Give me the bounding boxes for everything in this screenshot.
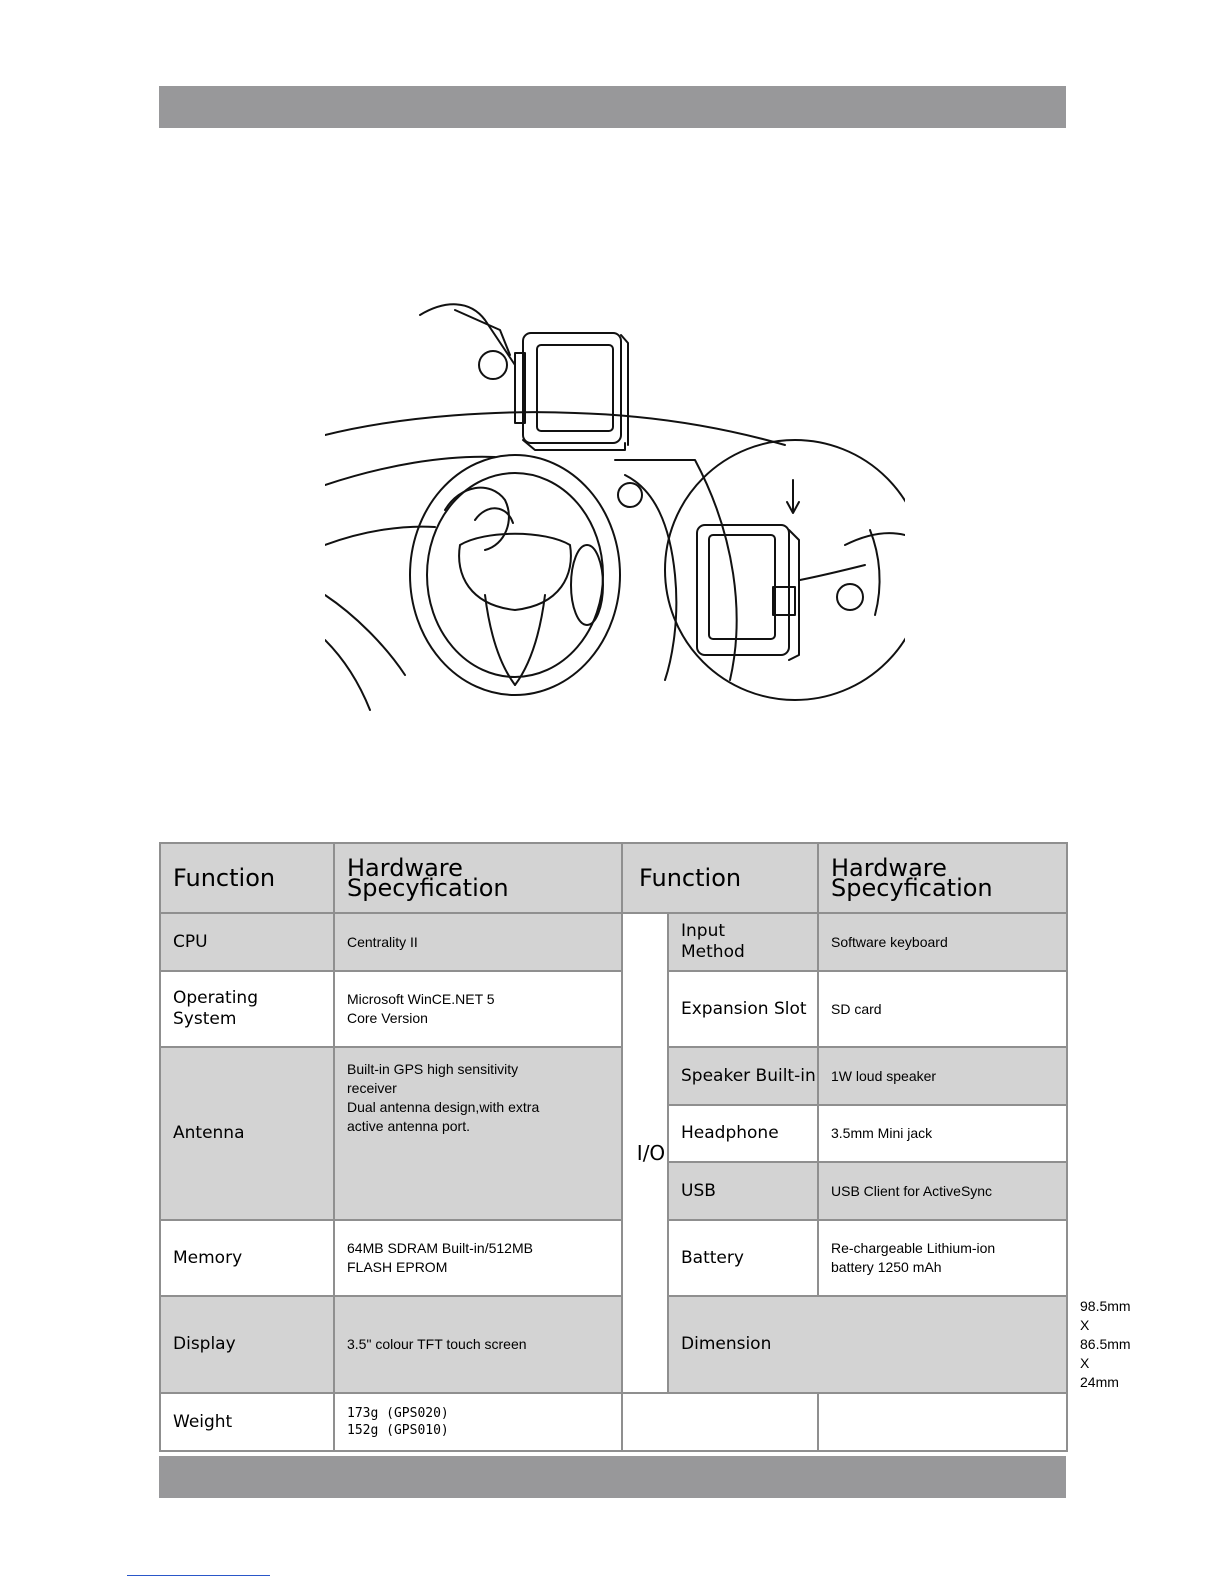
headphone-label: Headphone xyxy=(668,1105,818,1162)
table-row xyxy=(160,1047,1067,1105)
io-group-label: I/O xyxy=(622,913,668,1393)
table-row xyxy=(160,1220,1067,1296)
footer-link-underline[interactable] xyxy=(127,1575,270,1576)
table-row xyxy=(160,1393,1067,1451)
table-row xyxy=(160,913,1067,971)
speaker-value: 1W loud speaker xyxy=(818,1047,1067,1105)
header-hardware-left: Hardware Specyfication xyxy=(334,843,622,913)
table-row: Display 3.5" colour TFT touch screen Dimension 98.5mm X 86.5mm X 24mm xyxy=(160,1296,1067,1393)
battery-value: Re-chargeable Lithium-ion battery 1250 mAh xyxy=(818,1220,1067,1296)
antenna-value: Built-in GPS high sensitivity receiver Dual antenna design,with extra active antenna port. xyxy=(334,1047,622,1220)
operating-system-value: Microsoft WinCE.NET 5 Core Version xyxy=(334,971,622,1047)
antenna-label: Antenna xyxy=(160,1047,334,1220)
headphone-value: 3.5mm Mini jack xyxy=(818,1105,1067,1162)
car-mount-illustration xyxy=(325,295,905,715)
header-hardware-right: Hardware Specyfication xyxy=(818,843,1067,913)
hardware-spec-table xyxy=(159,842,1131,1452)
display-label: Display xyxy=(160,1296,334,1393)
empty-hardware-cell xyxy=(818,1393,1067,1451)
header-bar xyxy=(159,86,1066,128)
speaker-label: Speaker Built-in xyxy=(668,1047,818,1105)
battery-label: Battery xyxy=(668,1220,818,1296)
memory-label: Memory xyxy=(160,1220,334,1296)
header-function-right: Function xyxy=(622,843,818,913)
input-method-label: Input Method xyxy=(668,913,818,971)
footer-bar xyxy=(159,1456,1066,1498)
display-value: 3.5" colour TFT touch screen xyxy=(334,1296,622,1393)
memory-value: 64MB SDRAM Built-in/512MB FLASH EPROM xyxy=(334,1220,622,1296)
weight-label: Weight xyxy=(160,1393,334,1451)
usb-label: USB xyxy=(668,1162,818,1220)
header-function-left: Function xyxy=(160,843,334,913)
table-row xyxy=(160,971,1067,1047)
dimension-label: Dimension xyxy=(668,1296,1067,1393)
expansion-slot-value: SD card xyxy=(818,971,1067,1047)
empty-function-cell xyxy=(622,1393,818,1451)
table-header-row xyxy=(160,843,1067,913)
cpu-label: CPU xyxy=(160,913,334,971)
cpu-value: Centrality II xyxy=(334,913,622,971)
input-method-value: Software keyboard xyxy=(818,913,1067,971)
weight-value: 173g (GPS020) 152g (GPS010) xyxy=(334,1393,622,1451)
expansion-slot-label: Expansion Slot xyxy=(668,971,818,1047)
usb-value: USB Client for ActiveSync xyxy=(818,1162,1067,1220)
operating-system-label: Operating System xyxy=(160,971,334,1047)
